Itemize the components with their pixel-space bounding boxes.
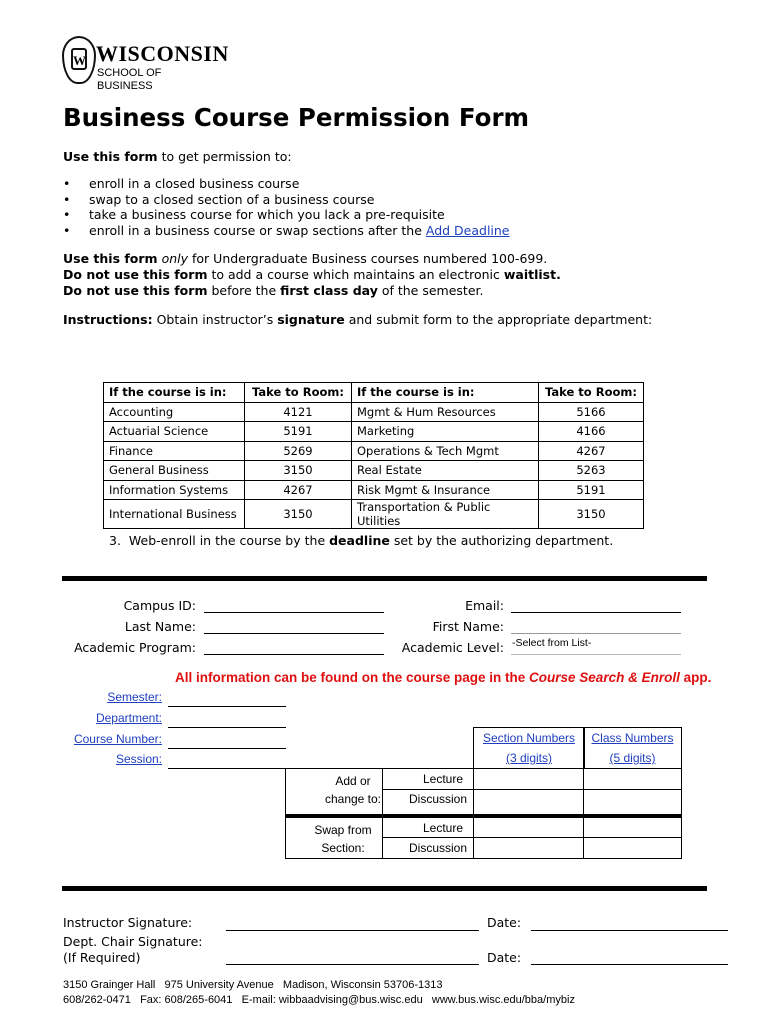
chair-date-field[interactable] (531, 964, 728, 965)
divider (62, 576, 707, 581)
school-logo (62, 36, 229, 92)
swap-lecture-class-input[interactable] (585, 819, 679, 836)
swap-discussion-section-input[interactable] (475, 839, 581, 856)
department-label[interactable]: Department: (95, 711, 162, 725)
footer-address: 3150 Grainger Hall 975 University Avenue Madison, Wisconsin 53706-1313 (63, 979, 443, 991)
email-field[interactable] (511, 612, 681, 613)
bullet-list (63, 176, 663, 239)
crest-icon: W (62, 36, 96, 84)
table-header-row: If the course is in: Take to Room: If the course is in: Take to Room: (104, 383, 644, 403)
semester-label[interactable]: Semester: (107, 690, 162, 704)
campus-id-label: Campus ID: (123, 598, 196, 613)
rooms-table (103, 382, 644, 529)
chair-signature-label: Dept. Chair Signature: (63, 934, 203, 949)
instructor-signature-field[interactable] (226, 930, 479, 931)
list-item: • enroll in a closed business course (63, 176, 300, 191)
logo-school: SCHOOL OF BUSINESS (97, 67, 162, 92)
section-numbers-header[interactable]: Section Numbers (482, 731, 576, 745)
swap-lecture-label: Lecture (422, 821, 464, 835)
course-notice: All information can be found on the course page in the Course Search & Enroll app. (175, 670, 712, 685)
table-row: Information Systems 4267 Risk Mgmt & Insurance 5191 (104, 480, 644, 500)
swap-lecture-section-input[interactable] (475, 819, 581, 836)
table-row: Finance 5269 Operations & Tech Mgmt 4267 (104, 441, 644, 461)
add-deadline-link[interactable]: Add Deadline (425, 223, 510, 239)
chair-required-note: (If Required) (63, 950, 141, 965)
add-change-label: Add or change to: (324, 774, 382, 806)
list-item: • take a business course for which you lack a pre-requisite (63, 207, 445, 223)
chair-date-label: Date: (487, 950, 522, 965)
add-discussion-class-input[interactable] (585, 791, 679, 813)
three-digits-note[interactable]: (3 digits) (505, 751, 552, 765)
level-select[interactable]: -Select from List- (512, 637, 592, 649)
add-lecture-label: Lecture (422, 772, 464, 786)
add-lecture-section-input[interactable] (475, 770, 581, 788)
swap-discussion-class-input[interactable] (585, 839, 679, 856)
class-numbers-header[interactable]: Class Numbers (591, 731, 674, 745)
instructor-signature-label: Instructor Signature: (63, 915, 193, 930)
logo-wisconsin: WISCONSIN (96, 41, 229, 66)
course-number-field[interactable] (168, 748, 286, 749)
intro-bold: Use this form (63, 149, 158, 164)
five-digits-note[interactable]: (5 digits) (609, 751, 656, 765)
instructions: Instructions: Obtain instructor’s signature and submit form to the appropriate department: (63, 312, 653, 327)
chair-signature-field[interactable] (226, 964, 479, 965)
rule-line-3: Do not use this form before the first class day of the semester. (63, 283, 484, 298)
last-name-label: Last Name: (124, 619, 196, 634)
intro-rest: to get permission to: (157, 149, 292, 164)
program-field[interactable] (204, 654, 384, 655)
divider (62, 886, 707, 891)
session-label[interactable]: Session: (115, 752, 162, 766)
usage-rules (63, 251, 561, 299)
program-label: Academic Program: (74, 640, 196, 655)
campus-id-field[interactable] (204, 612, 384, 613)
add-discussion-section-input[interactable] (475, 791, 581, 813)
page-title: Business Course Permission Form (63, 103, 530, 132)
rule-line-1: Use this form only for Undergraduate Business courses numbered 100-699. (63, 251, 548, 266)
rule-line-2: Do not use this form to add a course which maintains an electronic waitlist. (63, 267, 561, 282)
add-discussion-label: Discussion (408, 792, 468, 806)
instructor-date-label: Date: (487, 915, 522, 930)
list-item: • swap to a closed section of a business course (63, 191, 375, 207)
list-item: • enroll in a business course or swap sections after the Add Deadline (63, 223, 510, 239)
first-name-field[interactable] (511, 633, 681, 634)
first-name-label: First Name: (432, 619, 504, 634)
last-name-field[interactable] (204, 633, 384, 634)
email-label: Email: (465, 598, 504, 613)
footer-contact: 608/262-0471 Fax: 608/265-6041 E-mail: wibbaadvising@bus.wisc.edu www.bus.wisc.edu/bba/mybiz (63, 994, 575, 1006)
level-label: Academic Level: (401, 640, 504, 655)
semester-field[interactable] (168, 706, 286, 707)
swap-label: Swap from Section: (314, 823, 372, 855)
intro-line (63, 148, 292, 165)
table-row: General Business 3150 Real Estate 5263 (104, 461, 644, 481)
table-row: International Business 3150 Transportation & Public Utilities 3150 (104, 500, 644, 529)
table-row: Accounting 4121 Mgmt & Hum Resources 5166 (104, 402, 644, 422)
swap-discussion-label: Discussion (408, 841, 468, 855)
instructor-date-field[interactable] (531, 930, 728, 931)
table-row: Actuarial Science 5191 Marketing 4166 (104, 422, 644, 442)
step-3: 3. Web-enroll in the course by the deadline set by the authorizing department. (109, 533, 614, 548)
add-lecture-class-input[interactable] (585, 770, 679, 788)
course-number-label[interactable]: Course Number: (73, 732, 162, 746)
department-field[interactable] (168, 727, 286, 728)
